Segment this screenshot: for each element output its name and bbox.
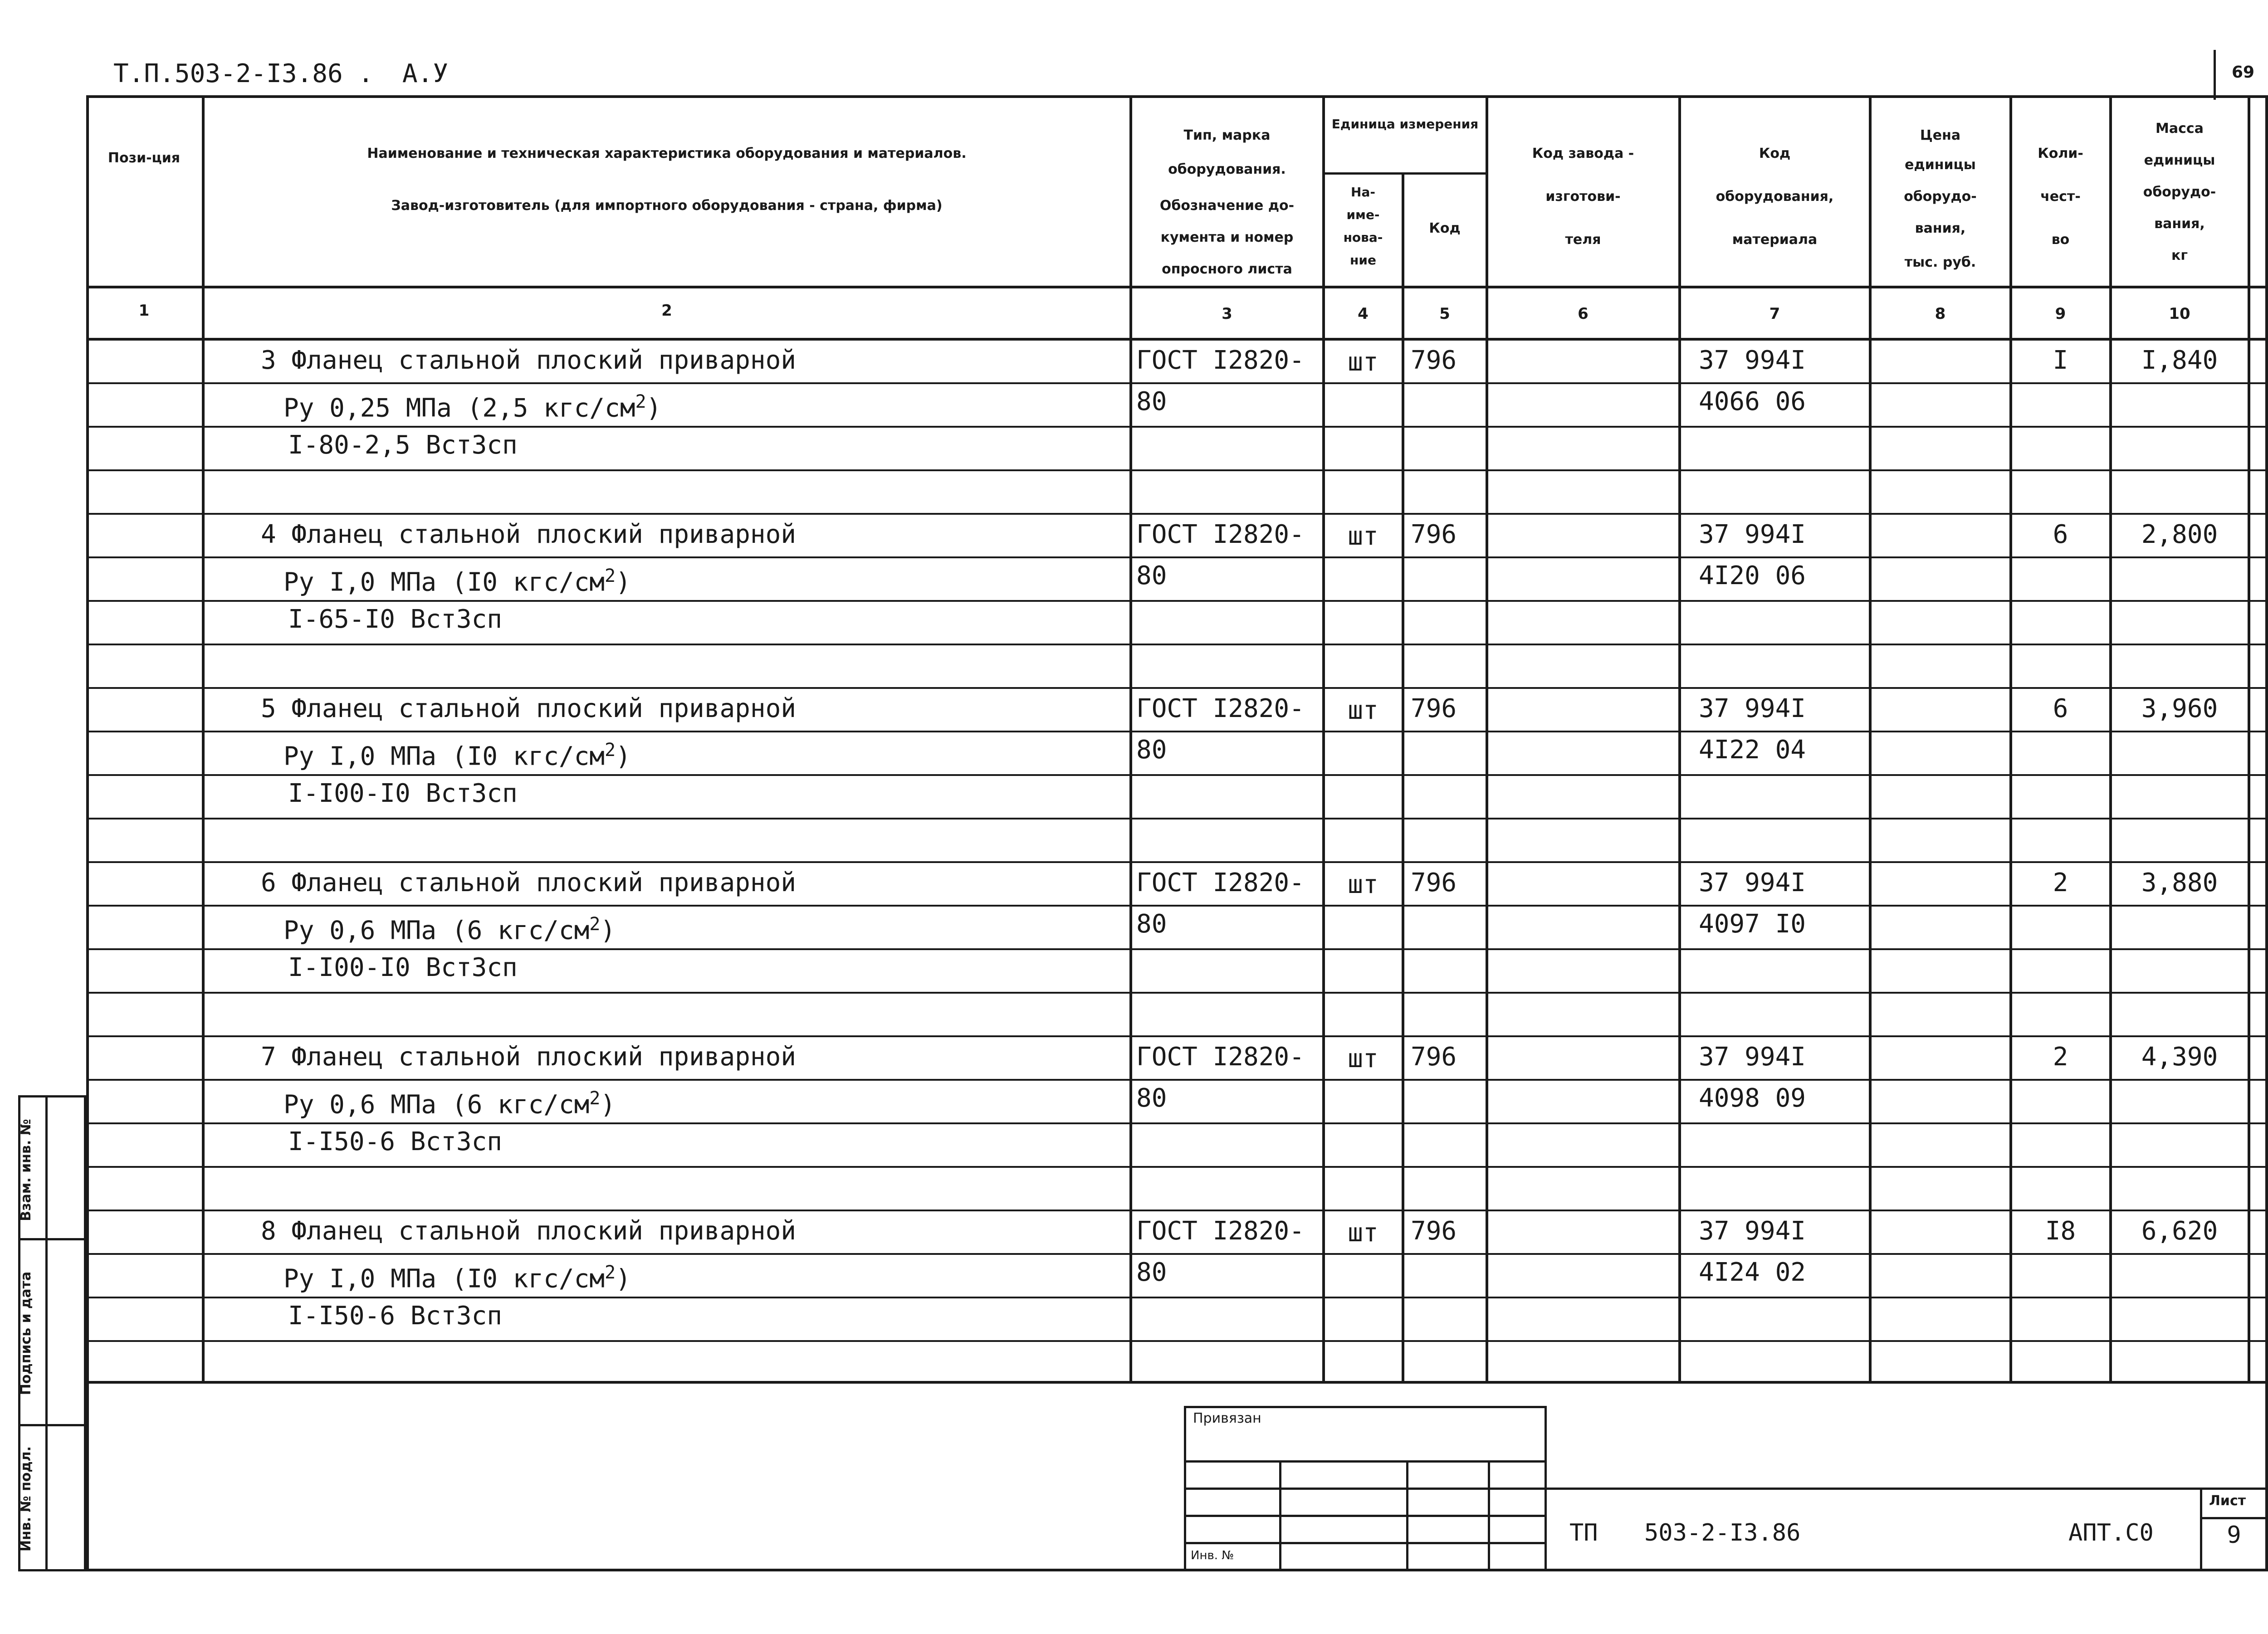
header-type-l4: кумента и номер	[1160, 229, 1294, 245]
item-spec: Ру I,0 МПа (I0 кгс/$см^2$)	[284, 1262, 631, 1294]
item-spec: Ру 0,6 МПа (6 кгс/$см^2$)	[284, 914, 616, 946]
header-unit-name-l2: име-	[1346, 207, 1380, 222]
header-unit-name-l4: ние	[1350, 253, 1376, 268]
item-quantity: 6	[2053, 520, 2068, 549]
header-type-l1: Тип, марка	[1183, 127, 1271, 143]
header-qty-l1: Коли-	[2038, 146, 2083, 161]
page-number: 69	[2231, 63, 2255, 82]
header-mass-l5: кг	[2171, 248, 2188, 263]
header-type-l2: оборудования.	[1168, 161, 1286, 177]
item-quantity: 6	[2053, 694, 2068, 723]
item-spec: Ру 0,6 МПа (6 кгс/$см^2$)	[284, 1088, 616, 1120]
item-spec: Ру 0,25 МПа (2,5 кгс/$см^2$)	[284, 391, 662, 423]
header-mass-l2: единицы	[2144, 152, 2215, 168]
item-unit-code: 796	[1411, 520, 1457, 549]
item-code: 37 994I	[1699, 1216, 1806, 1246]
stamp-inv-no: Инв. №	[1191, 1549, 1234, 1562]
item-mass: I,840	[2141, 346, 2218, 375]
header-position: Пози-ция	[108, 150, 181, 166]
item-quantity: I8	[2045, 1216, 2076, 1246]
header-mass-l1: Масса	[2156, 121, 2204, 137]
item-gost: ГОСТ I2820-	[1136, 1042, 1305, 1072]
item-name: 8 Фланец стальной плоский приварной	[261, 1216, 797, 1246]
item-mark: I-I50-6 ВстЗсп	[288, 1301, 503, 1331]
item-mass: 3,960	[2141, 694, 2218, 723]
item-gost-year: 80	[1136, 387, 1167, 416]
header-unit-name-l1: На-	[1351, 185, 1375, 200]
item-mass: 2,800	[2141, 520, 2218, 549]
item-gost-year: 80	[1136, 1258, 1167, 1287]
item-name: 5 Фланец стальной плоский приварной	[261, 694, 797, 723]
item-code: 37 994I	[1699, 694, 1806, 723]
header-type-l3: Обозначение до-	[1159, 198, 1295, 214]
item-name: 7 Фланец стальной плоский приварной	[261, 1042, 797, 1072]
item-gost-year: 80	[1136, 735, 1167, 765]
side-label-inv: Инв. № подл.	[18, 1446, 34, 1552]
item-gost: ГОСТ I2820-	[1136, 346, 1305, 375]
header-price-l2: единицы	[1905, 157, 1976, 173]
col-number-1: 1	[138, 302, 150, 320]
item-mass: 3,880	[2141, 868, 2218, 897]
col-number-3: 3	[1222, 305, 1232, 323]
item-unit: шт	[1348, 1218, 1378, 1248]
item-mass: 6,620	[2141, 1216, 2218, 1246]
item-gost-year: 80	[1136, 909, 1167, 939]
stamp-doc-label: ТП	[1569, 1519, 1598, 1546]
stamp-doc-number: 503-2-I3.86	[1644, 1519, 1801, 1546]
item-gost: ГОСТ I2820-	[1136, 520, 1305, 549]
item-mark: I-I50-6 ВстЗсп	[288, 1127, 503, 1156]
item-unit: шт	[1348, 696, 1378, 725]
item-unit-code: 796	[1411, 868, 1457, 897]
item-mark: I-I00-I0 ВстЗсп	[288, 779, 518, 808]
item-code-2: 4I20 06	[1699, 561, 1806, 590]
item-code-2: 4097 I0	[1699, 909, 1806, 939]
item-gost-year: 80	[1136, 1083, 1167, 1113]
item-mark: I-I00-I0 ВстЗсп	[288, 953, 518, 982]
document-code-text: Т.П.503-2-I3.86 .	[113, 59, 374, 88]
header-code-l3: материала	[1732, 232, 1818, 248]
header-price-l5: тыс. руб.	[1904, 254, 1976, 270]
col-number-4: 4	[1358, 305, 1369, 323]
stamp-sheet-number: 9	[2227, 1522, 2241, 1549]
header-name-line2: Завод-изготовитель (для импортного оборудования - страна, фирма)	[391, 198, 943, 214]
item-gost-year: 80	[1136, 561, 1167, 590]
item-quantity: 2	[2053, 868, 2068, 897]
item-gost: ГОСТ I2820-	[1136, 694, 1305, 723]
header-factory-l2: изготови-	[1545, 189, 1621, 205]
item-quantity: I	[2053, 346, 2068, 375]
header-qty-l2: чест-	[2040, 189, 2081, 205]
header-unit-code: Код	[1429, 220, 1461, 236]
item-code-2: 4I24 02	[1699, 1258, 1806, 1287]
header-code-l2: оборудования,	[1716, 189, 1834, 205]
item-gost: ГОСТ I2820-	[1136, 868, 1305, 897]
stamp-doc-code: АПТ.С0	[2068, 1519, 2154, 1546]
item-mass: 4,390	[2141, 1042, 2218, 1072]
item-code: 37 994I	[1699, 346, 1806, 375]
header-type-l5: опросного листа	[1162, 261, 1292, 277]
item-unit: шт	[1348, 347, 1378, 377]
header-price-l3: оборудо-	[1904, 189, 1977, 205]
item-gost: ГОСТ I2820-	[1136, 1216, 1305, 1246]
side-label-podpis: Подпись и дата	[18, 1271, 34, 1395]
item-unit: шт	[1348, 522, 1378, 551]
header-qty-l3: во	[2051, 232, 2070, 248]
item-unit: шт	[1348, 870, 1378, 899]
header-mass-l3: оборудо-	[2143, 184, 2216, 200]
item-code-2: 4066 06	[1699, 387, 1806, 416]
item-spec: Ру I,0 МПа (I0 кгс/$см^2$)	[284, 566, 631, 597]
item-unit-code: 796	[1411, 346, 1457, 375]
col-number-8: 8	[1935, 305, 1946, 323]
stamp-sheet-label: Лист	[2209, 1493, 2246, 1509]
header-unit-name-l3: нова-	[1343, 230, 1383, 245]
col-number-10: 10	[2169, 305, 2190, 323]
col-number-9: 9	[2055, 305, 2066, 323]
header-price-l4: вания,	[1915, 220, 1966, 236]
item-code-2: 4098 09	[1699, 1083, 1806, 1113]
header-price-l1: Цена	[1920, 127, 1961, 143]
item-code: 37 994I	[1699, 520, 1806, 549]
page-number-box	[2214, 50, 2268, 100]
item-spec: Ру I,0 МПа (I0 кгс/$см^2$)	[284, 740, 631, 771]
col-number-7: 7	[1769, 305, 1780, 323]
col-number-5: 5	[1439, 305, 1450, 323]
item-mark: I-80-2,5 ВстЗсп	[288, 430, 518, 460]
item-code: 37 994I	[1699, 868, 1806, 897]
item-unit-code: 796	[1411, 694, 1457, 723]
item-unit-code: 796	[1411, 1216, 1457, 1246]
item-code: 37 994I	[1699, 1042, 1806, 1072]
header-unit-group: Единица измерения	[1331, 117, 1479, 132]
header-name-line1: Наименование и техническая характеристика оборудования и материалов.	[367, 146, 967, 161]
item-unit: шт	[1348, 1044, 1378, 1073]
item-quantity: 2	[2053, 1042, 2068, 1072]
item-name: 4 Фланец стальной плоский приварной	[261, 520, 797, 549]
item-unit-code: 796	[1411, 1042, 1457, 1072]
item-name: 6 Фланец стальной плоский приварной	[261, 868, 797, 897]
side-label-vzam: Взам. инв. №	[18, 1119, 34, 1221]
item-name: 3 Фланец стальной плоский приварной	[261, 346, 797, 375]
header-factory-l1: Код завода -	[1532, 146, 1634, 161]
header-code-l1: Код	[1759, 146, 1791, 161]
header-factory-l3: теля	[1565, 232, 1601, 248]
item-mark: I-65-I0 ВстЗсп	[288, 605, 503, 634]
col-number-2: 2	[661, 302, 672, 320]
item-code-2: 4I22 04	[1699, 735, 1806, 765]
header-mass-l4: вания,	[2154, 216, 2205, 232]
document-code	[113, 59, 448, 88]
document-suffix: А.У	[402, 59, 449, 88]
col-number-6: 6	[1578, 305, 1589, 323]
stamp-privyazan: Привязан	[1193, 1410, 1261, 1426]
